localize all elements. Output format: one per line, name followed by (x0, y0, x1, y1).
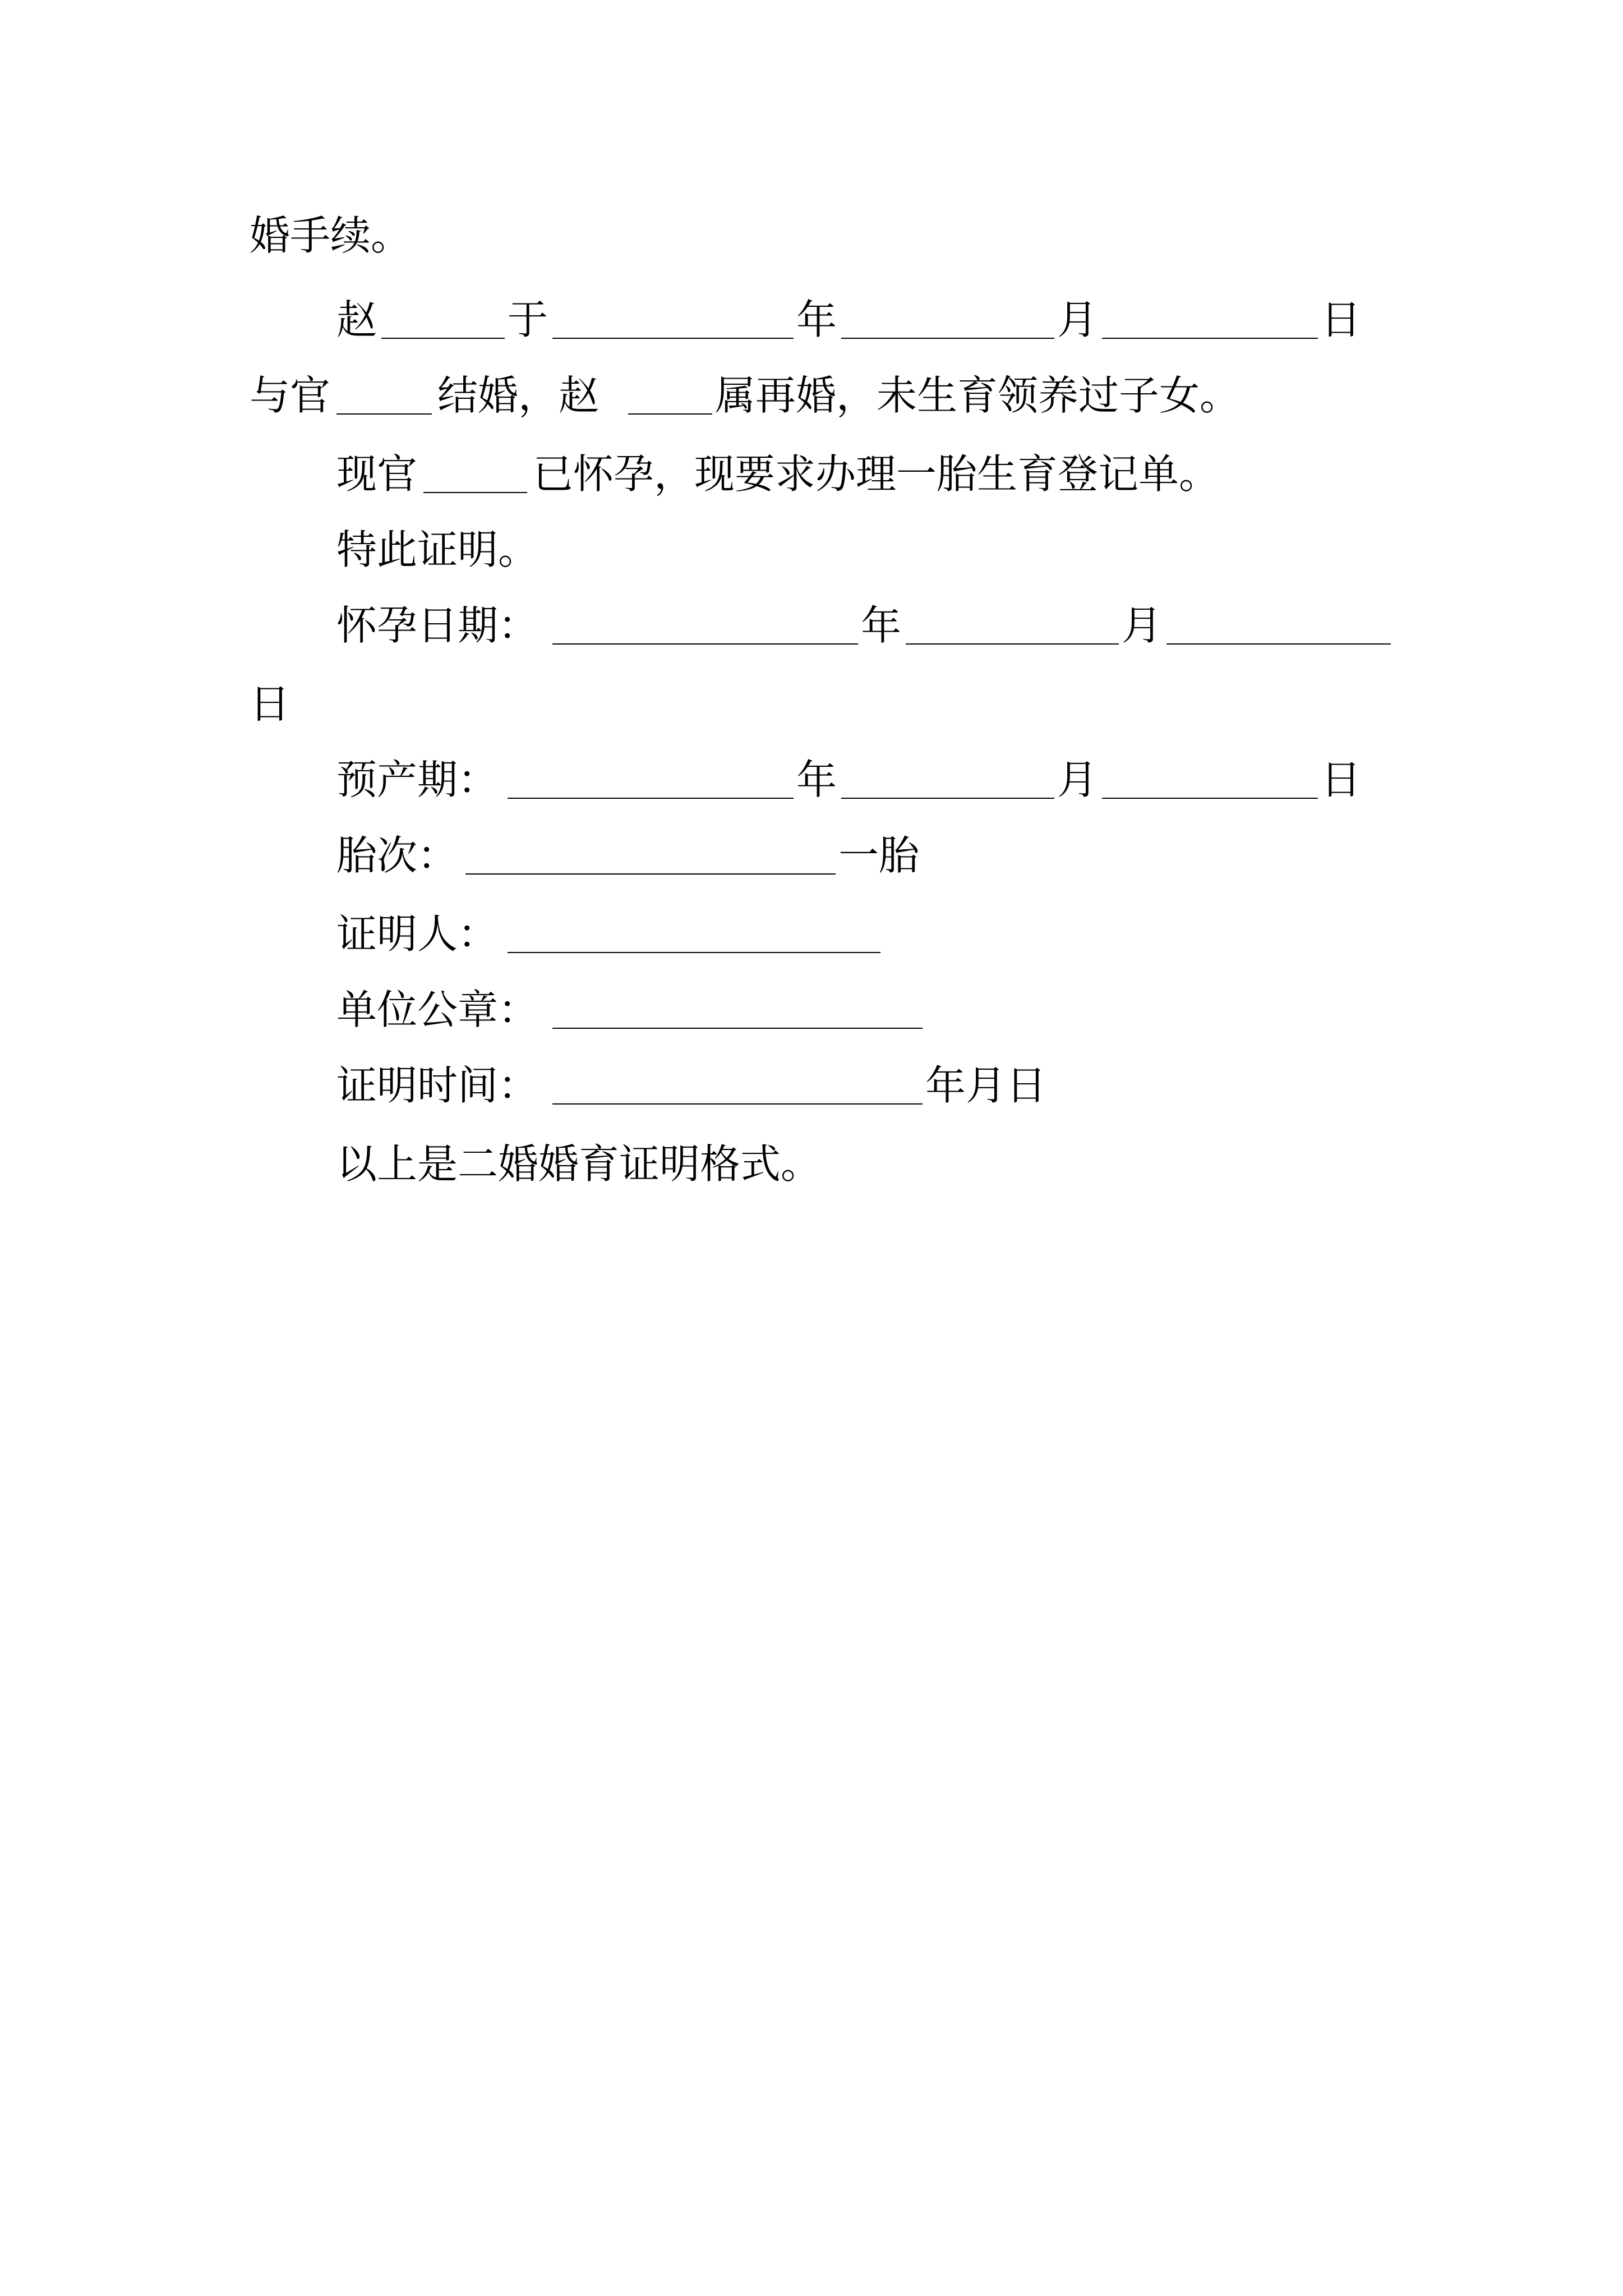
blank-year[interactable] (552, 338, 794, 339)
blank-due-year[interactable] (508, 798, 794, 799)
text-tecizhengming: 特此证明。 (336, 526, 539, 573)
blank-birth-order[interactable] (465, 873, 836, 875)
blank-unit-seal[interactable] (552, 1028, 923, 1029)
label-pregnancy-date: 怀孕日期： (336, 602, 539, 649)
blank-day[interactable] (1102, 338, 1318, 339)
text-zaihun: 属再婚，未生育领养过子女。 (715, 372, 1241, 419)
label-birth-order: 胎次： (336, 832, 458, 879)
text-due-day: 日 (1321, 756, 1362, 803)
blank-month[interactable] (841, 338, 1054, 339)
text-yitai: 一胎 (838, 832, 920, 879)
label-due-date: 预产期： (336, 756, 499, 803)
blank-husband-name[interactable] (628, 413, 712, 415)
text-nianyueri: 年月日 (925, 1062, 1047, 1109)
blank-pregnancy-month[interactable] (906, 643, 1119, 645)
text-due-year: 年 (796, 756, 837, 803)
line-1-text: 婚手续。 (250, 212, 412, 259)
blank-name[interactable] (381, 338, 505, 339)
text-xiangong: 现官 (336, 450, 418, 498)
text-pregnancy-month: 月 (1122, 602, 1163, 649)
blank-pregnancy-day[interactable] (1166, 643, 1391, 645)
blank-due-month[interactable] (841, 798, 1054, 799)
blank-wife-name-2[interactable] (423, 492, 527, 493)
label-witness: 证明人： (336, 910, 499, 958)
label-unit-seal: 单位公章： (336, 986, 539, 1033)
blank-proof-time[interactable] (552, 1103, 923, 1105)
text-yugong: 与官 (250, 372, 331, 419)
blank-pregnancy-year[interactable] (552, 643, 858, 645)
text-day: 日 (1321, 296, 1362, 343)
text-pregnancy-year: 年 (861, 602, 902, 649)
text-yu: 于 (508, 296, 548, 343)
blank-wife-name[interactable] (336, 413, 432, 415)
text-year: 年 (796, 296, 837, 343)
text-huaiyun: 已怀孕，现要求办理一胎生育登记单。 (533, 450, 1220, 498)
label-proof-time: 证明时间： (336, 1062, 539, 1109)
text-jiehun-zhao: 结婚，赵 (437, 372, 600, 419)
text-due-month: 月 (1057, 756, 1098, 803)
text-pregnancy-day: 日 (250, 680, 291, 728)
text-month: 月 (1057, 296, 1098, 343)
surname-zhao: 赵 (336, 296, 377, 343)
blank-due-day[interactable] (1102, 798, 1318, 799)
blank-witness[interactable] (508, 952, 880, 953)
text-closing: 以上是二婚婚育证明格式。 (336, 1140, 822, 1188)
